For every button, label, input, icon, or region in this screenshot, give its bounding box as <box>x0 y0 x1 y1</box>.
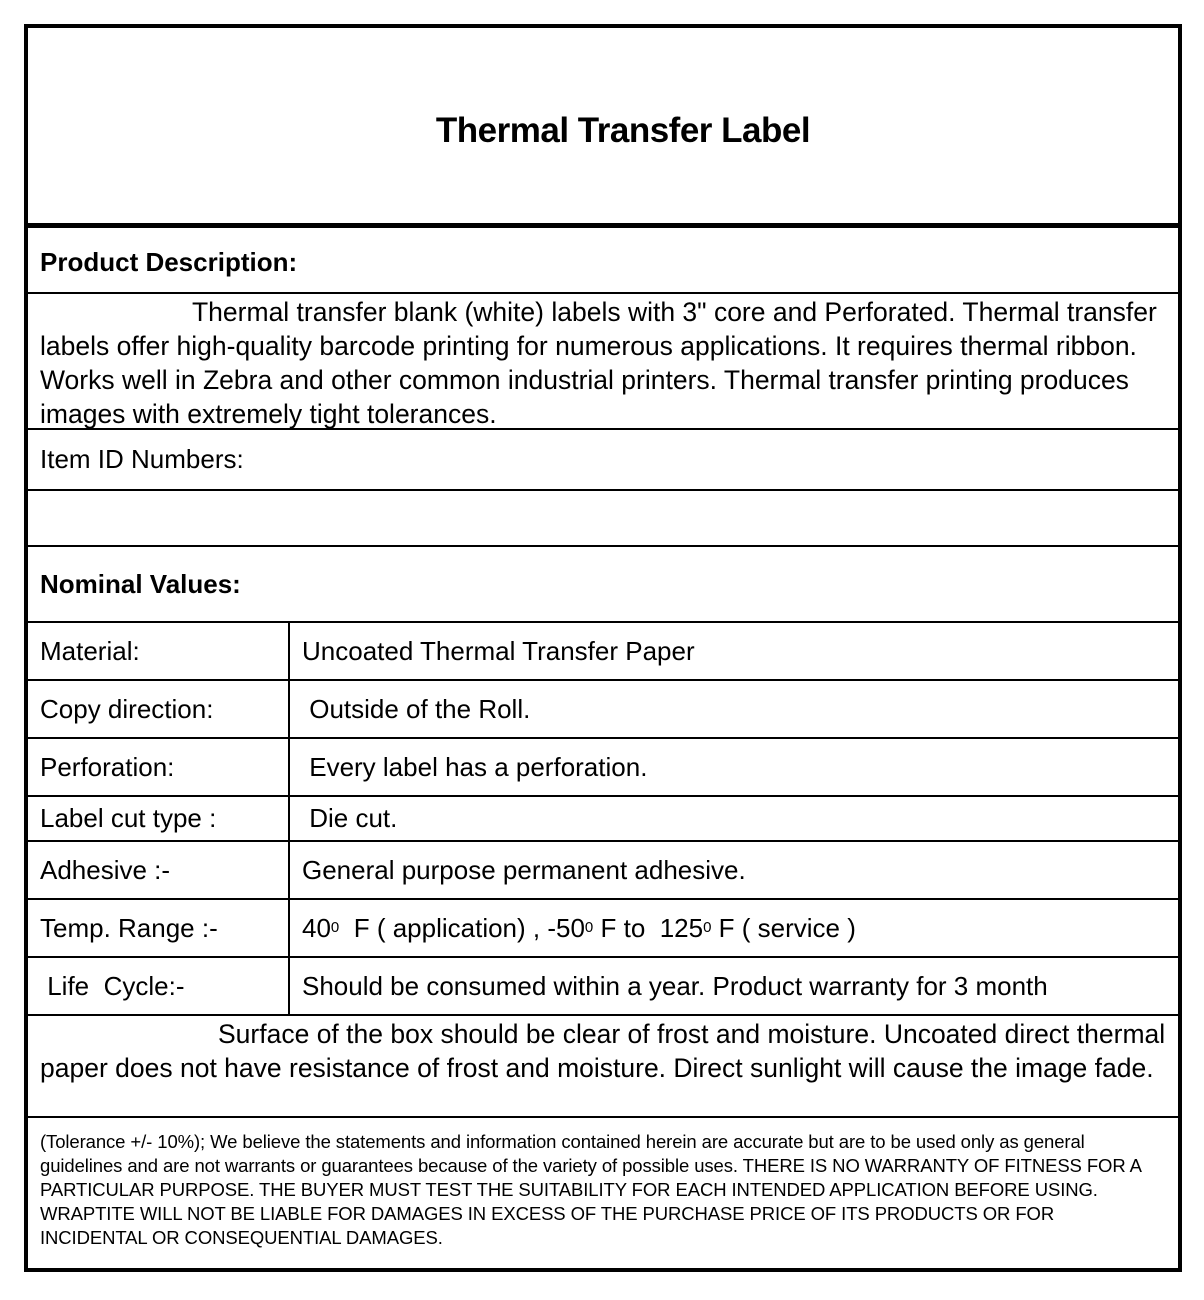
spec-value: Uncoated Thermal Transfer Paper <box>302 635 695 666</box>
product-description-text: Thermal transfer blank (white) labels with 3" core and Perforated. Thermal transfer labels offer high-quality barcode printing for numerous applications. It requires thermal ribbon. Works well in Zebra and other common industrial printers. Thermal transfer printing produces images with extremely tight tolerances. <box>40 297 1157 429</box>
spec-key: Perforation: <box>28 739 290 795</box>
spec-key: Label cut type : <box>28 797 290 840</box>
temp-application-value: 40 <box>302 912 331 943</box>
temp-range-text: F ( service ) <box>711 912 856 943</box>
spec-key: Life Cycle:- <box>28 958 290 1014</box>
disclaimer <box>28 1118 1178 1268</box>
product-description-body <box>28 294 1178 430</box>
spec-value: 40 0 F ( application) , -50 0 F to 125 0 F ( service ) <box>302 912 856 943</box>
storage-note <box>28 1016 1178 1118</box>
table-row <box>28 797 1178 842</box>
table-row <box>28 900 1178 958</box>
spec-value: Should be consumed within a year. Product warranty for 3 month <box>302 970 1048 1001</box>
spec-key: Material: <box>28 623 290 679</box>
nominal-values-heading: Nominal Values: <box>40 568 241 599</box>
page-title: Thermal Transfer Label <box>435 110 811 150</box>
item-id-row <box>28 430 1178 491</box>
title-section <box>28 28 1178 228</box>
spec-key: Adhesive :- <box>28 842 290 898</box>
product-description-heading: Product Description: <box>40 247 298 277</box>
table-row <box>28 623 1178 681</box>
spec-value: General purpose permanent adhesive. <box>302 854 746 885</box>
table-row <box>28 842 1178 900</box>
table-row <box>28 958 1178 1016</box>
item-id-label: Item ID Numbers: <box>40 444 244 474</box>
disclaimer-text: (Tolerance +/- 10%); We believe the statements and information contained herein are accurate but are to be used only as general guidelines and are not warrants or guarantees because of the variety of possible uses. THERE IS NO WARRANTY OF FITNESS FOR A PARTICULAR PURPOSE. THE BUYER MUST TEST THE SUITABILITY FOR EACH INTENDED APPLICATION BEFORE USING. WRAPTITE WILL NOT BE LIABLE FOR DAMAGES IN EXCESS OF THE PURCHASE PRICE OF ITS PRODUCTS OR FOR INCIDENTAL OR CONSEQUENTIAL DAMAGES. <box>40 1131 1141 1248</box>
spec-sheet <box>24 24 1182 1272</box>
table-row <box>28 681 1178 739</box>
temp-range-text: F to 125 <box>593 912 704 943</box>
product-description-heading-row <box>28 233 1178 294</box>
spec-value: Every label has a perforation. <box>302 751 648 782</box>
nominal-values-heading-row <box>28 547 1178 623</box>
spec-key: Temp. Range :- <box>28 900 290 956</box>
storage-note-text: Surface of the box should be clear of frost and moisture. Uncoated direct thermal paper does not have resistance of frost and moisture. Direct sunlight will cause the image fade. <box>40 1019 1166 1083</box>
temp-range-text: F ( application) , -50 <box>339 912 585 943</box>
table-row <box>28 739 1178 797</box>
spec-value: Die cut. <box>302 803 398 833</box>
item-id-blank-row <box>28 491 1178 547</box>
spec-value: Outside of the Roll. <box>302 693 531 724</box>
spec-key: Copy direction: <box>28 681 290 737</box>
